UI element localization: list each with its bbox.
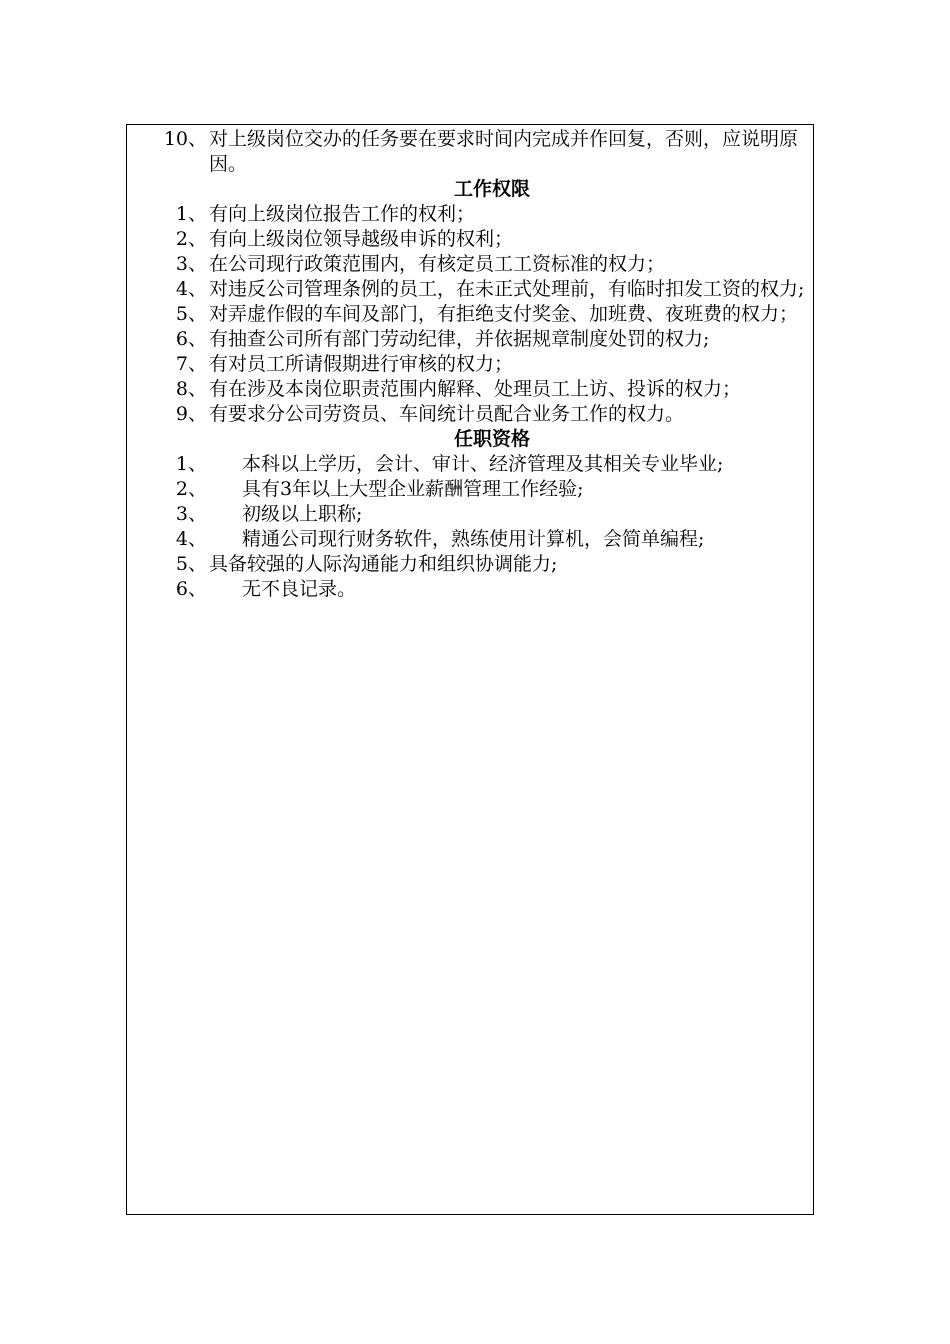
list-item [127,252,813,277]
item-text: 具有3年以上大型企业薪酬管理工作经验; [242,478,584,500]
item-number: 1、 [175,453,207,475]
list-item [127,327,813,352]
item-text: 精通公司现行财务软件，熟练使用计算机，会简单编程; [242,528,705,550]
list-item [127,477,813,502]
item-number: 5、 [175,553,207,575]
list-item [127,277,813,302]
item-number: 6、 [175,328,207,350]
list-item [127,127,813,177]
item-text: 有向上级岗位领导越级申诉的权利； [209,228,514,250]
item-number: 3、 [175,253,207,275]
item-text: 对违反公司管理条例的员工，在未正式处理前，有临时扣发工资的权力; [209,278,805,300]
item-number: 2、 [175,228,207,250]
document-table-cell [126,124,814,1215]
list-item [127,527,813,552]
item-text: 本科以上学历，会计、审计、经济管理及其相关专业毕业; [242,453,724,475]
list-item [127,227,813,252]
authority-list [127,202,813,427]
section-heading-qualifications: 任职资格 [453,428,530,450]
list-item [127,502,813,527]
item-number: 7、 [175,353,207,375]
item-text: 具备较强的人际沟通能力和组织协调能力; [209,553,558,575]
item-text: 有要求分公司劳资员、车间统计员配合业务工作的权力。 [209,403,685,425]
list-item [127,577,813,602]
item-number: 3、 [175,503,207,525]
item-number: 9、 [175,403,207,425]
item-text: 无不良记录。 [242,578,357,600]
item-number: 6、 [175,578,207,600]
item-text: 有抽查公司所有部门劳动纪律，并依据规章制度处罚的权力; [209,328,710,350]
item-text: 初级以上职称; [242,503,363,525]
item-number: 8、 [175,378,207,400]
item-number: 2、 [175,478,207,500]
item-number: 10、 [163,128,207,150]
item-text: 有在涉及本岗位职责范围内解释、处理员工上访、投诉的权力； [209,378,742,400]
list-item [127,552,813,577]
item-text: 有向上级岗位报告工作的权利； [209,203,476,225]
item-number: 4、 [175,278,207,300]
item-text: 有对员工所请假期进行审核的权力； [209,353,514,375]
list-item [127,352,813,377]
list-item [127,302,813,327]
qualifications-list [127,452,813,602]
list-item [127,377,813,402]
section-heading-authority: 工作权限 [453,178,530,200]
item-number: 5、 [175,303,207,325]
list-item [127,402,813,427]
list-item [127,202,813,227]
list-item [127,452,813,477]
cell-content [127,127,813,602]
item-number: 1、 [175,203,207,225]
item-number: 4、 [175,528,207,550]
item-text: 对弄虚作假的车间及部门，有拒绝支付奖金、加班费、夜班费的权力； [209,303,799,325]
item-text: 在公司现行政策范围内，有核定员工工资标准的权力； [209,253,666,275]
item-text: 对上级岗位交办的任务要在要求时间内完成并作回复，否则，应说明原因。 [209,128,799,175]
